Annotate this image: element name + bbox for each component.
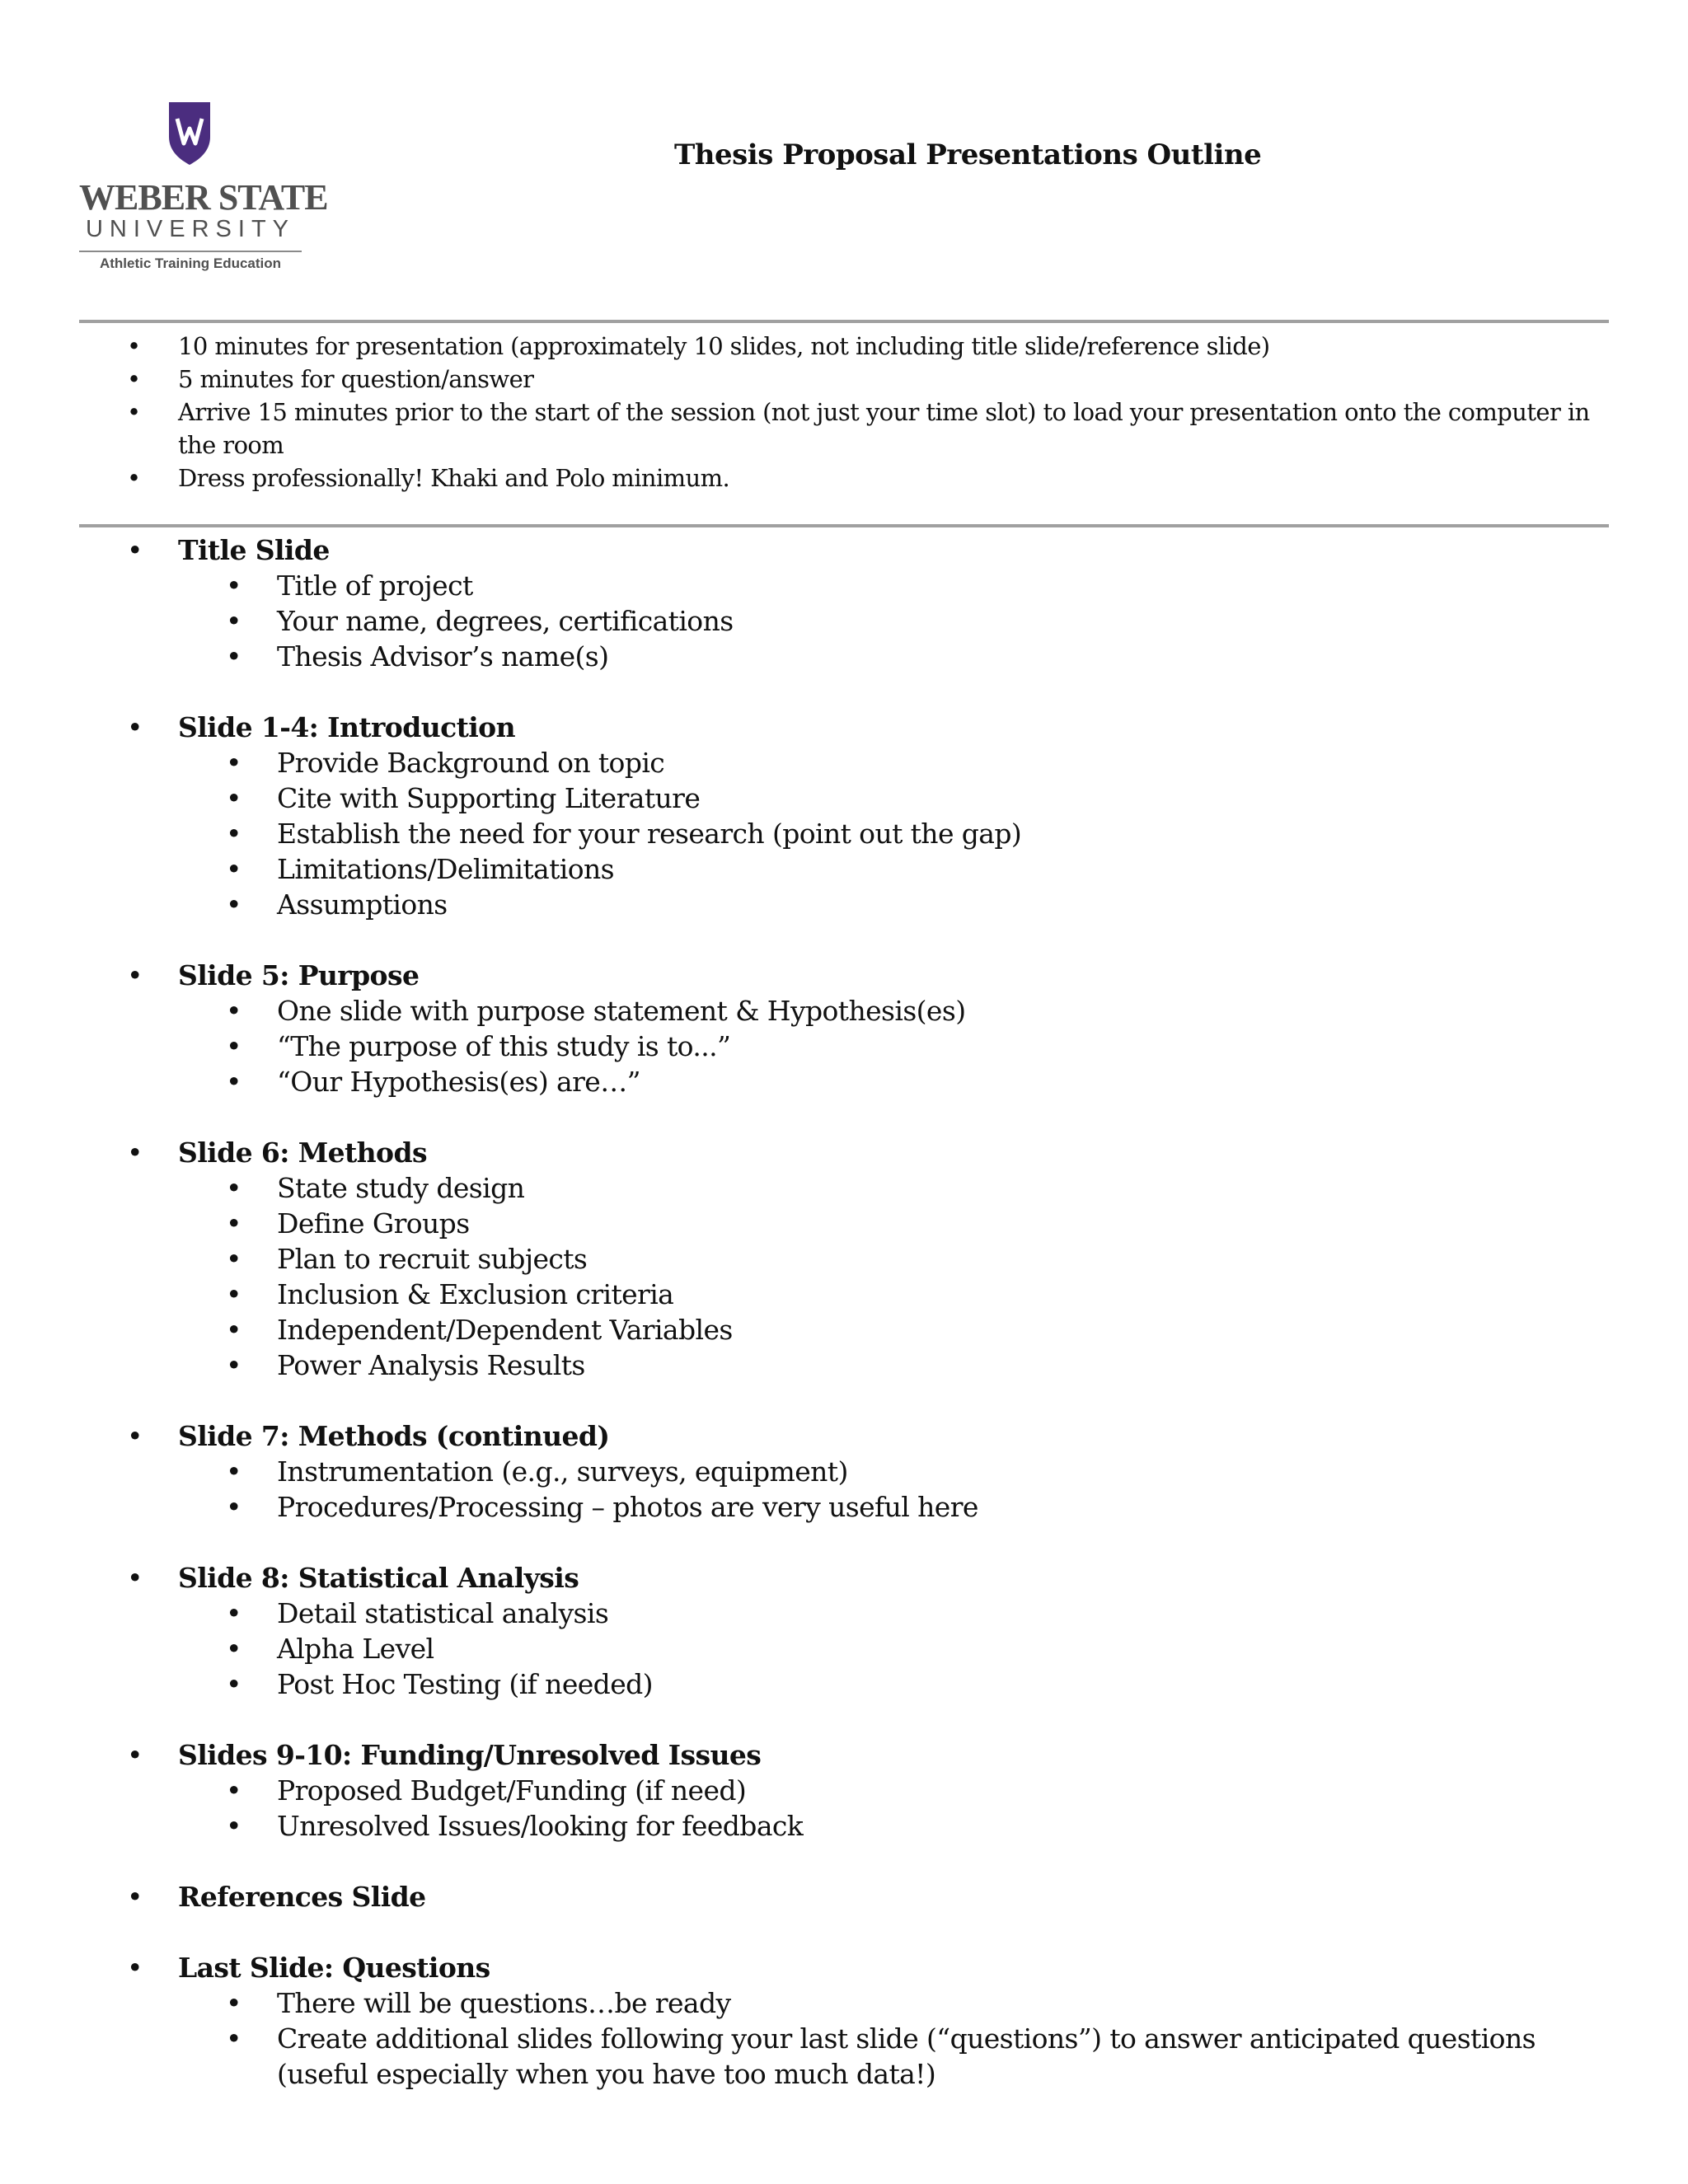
section-items (79, 568, 1612, 674)
section-title: • Slide 6: Methods (79, 1135, 1612, 1170)
list-item: • “The purpose of this study is to...” (79, 1029, 1612, 1064)
section-title: • Slides 9-10: Funding/Unresolved Issues (79, 1737, 1612, 1773)
section-divider (79, 524, 1609, 527)
slide-outline (79, 532, 1612, 2127)
section-title: • Slide 8: Statistical Analysis (79, 1560, 1612, 1596)
list-item: • Define Groups (79, 1206, 1612, 1241)
outline-section (79, 1418, 1612, 1525)
outline-section (79, 1879, 1612, 1915)
list-item: • Power Analysis Results (79, 1347, 1612, 1383)
list-item: • Limitations/Delimitations (79, 851, 1612, 887)
logistics-item: • 10 minutes for presentation (approximately 10 slides, not including title slide/reference slide) (79, 330, 1612, 363)
list-item: • There will be questions…be ready (79, 1985, 1612, 2021)
section-items (79, 745, 1612, 922)
list-item: • Assumptions (79, 887, 1612, 922)
section-title: • Slide 7: Methods (continued) (79, 1418, 1612, 1454)
shield-logo-icon (166, 101, 213, 166)
list-item: • One slide with purpose statement & Hypothesis(es) (79, 993, 1612, 1029)
list-item: • Title of project (79, 568, 1612, 603)
list-item: • Provide Background on topic (79, 745, 1612, 780)
list-item: • Thesis Advisor’s name(s) (79, 639, 1612, 674)
list-item: • Create additional slides following your last slide (“questions”) to answer anticipated questions (useful especially when you have too much data!) (79, 2021, 1612, 2092)
list-item: • Inclusion & Exclusion criteria (79, 1277, 1612, 1312)
list-item: • Cite with Supporting Literature (79, 780, 1612, 816)
list-item: • Your name, degrees, certifications (79, 603, 1612, 639)
section-title: • References Slide (79, 1879, 1612, 1915)
section-items (79, 1596, 1612, 1702)
logo-wordmark: WEBER STATE (79, 177, 328, 218)
logistics-item: • Arrive 15 minutes prior to the start of the session (not just your time slot) to load your presentation onto the computer in the room (79, 396, 1612, 462)
document-title: Thesis Proposal Presentations Outline (674, 138, 1262, 171)
section-title: • Slide 1-4: Introduction (79, 710, 1612, 745)
logo-divider (79, 251, 302, 252)
outline-section (79, 1135, 1612, 1383)
list-item: • State study design (79, 1170, 1612, 1206)
list-item: • Establish the need for your research (point out the gap) (79, 816, 1612, 851)
outline-section (79, 1737, 1612, 1844)
section-items (79, 993, 1612, 1099)
list-item: • Post Hoc Testing (if needed) (79, 1666, 1612, 1702)
section-title: • Last Slide: Questions (79, 1950, 1612, 1985)
outline-section (79, 710, 1612, 922)
logo-subtitle: UNIVERSITY (85, 216, 296, 242)
outline-section (79, 1560, 1612, 1702)
section-items (79, 1170, 1612, 1383)
list-item: • Proposed Budget/Funding (if need) (79, 1773, 1612, 1808)
list-item: • Unresolved Issues/looking for feedback (79, 1808, 1612, 1844)
list-item: • Detail statistical analysis (79, 1596, 1612, 1631)
list-item: • “Our Hypothesis(es) are…” (79, 1064, 1612, 1099)
logistics-list (79, 330, 1612, 494)
outline-section (79, 1950, 1612, 2092)
list-item: • Procedures/Processing – photos are very useful here (79, 1489, 1612, 1525)
list-item: • Plan to recruit subjects (79, 1241, 1612, 1277)
logistics-item: • 5 minutes for question/answer (79, 363, 1612, 396)
section-items (79, 1773, 1612, 1844)
outline-section (79, 532, 1612, 674)
logistics-item: • Dress professionally! Khaki and Polo minimum. (79, 462, 1612, 494)
list-item: • Independent/Dependent Variables (79, 1312, 1612, 1347)
list-item: • Alpha Level (79, 1631, 1612, 1666)
outline-section (79, 958, 1612, 1099)
section-items (79, 1985, 1612, 2092)
section-title: • Slide 5: Purpose (79, 958, 1612, 993)
section-title: • Title Slide (79, 532, 1612, 568)
top-divider (79, 320, 1609, 323)
logo-department: Athletic Training Education (99, 255, 282, 271)
section-items (79, 1454, 1612, 1525)
list-item: • Instrumentation (e.g., surveys, equipment) (79, 1454, 1612, 1489)
